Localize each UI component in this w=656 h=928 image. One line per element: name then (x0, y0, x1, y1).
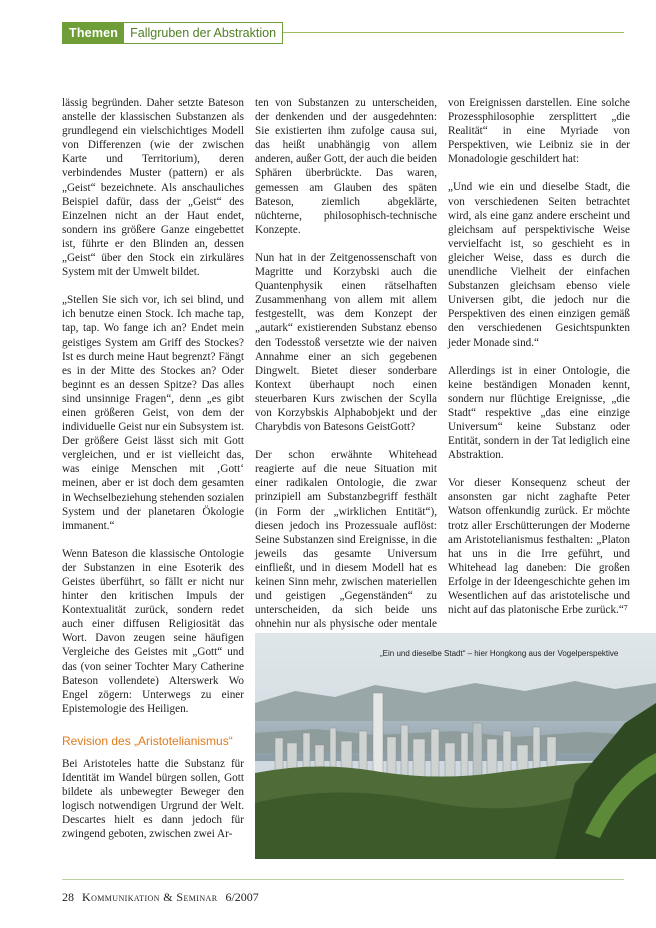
paragraph: von Ereignissen darstellen. Eine solche Prozessphilosophie zersplittert „die Realität“ in eine Myriade von Perspektiven, wie Leibniz sie in der Monadologie geschildert hat: (448, 97, 630, 166)
journal-title: Kommunikation & Seminar (82, 890, 218, 904)
section-title: Fallgruben der Abstraktion (130, 26, 277, 40)
skyline-illustration (255, 633, 656, 859)
page-number: 28 (62, 890, 74, 904)
quote-paragraph: „Stellen Sie sich vor, ich sei blind, und ich benutze einen Stock. Ich mache tap, tap, tap. Wo fange ich an? Endet mein geistiges System am Griff des Stockes? Ist es durch meine Haut begrenzt? Fängt es in der Mitte des Stockes an? Oder beginnt es an dessen Spitze? Das alles sind unsinnige Fragen“, denn „es gibt einen größeren Geist, von dem der individuelle Geist nur ein Subsystem ist. Der größere Geist lässt sich mit Gott vergleichen, und er ist vielleicht das, was einige Menschen mit ‚Gott‘ meinen, aber er ist doch dem gesamten in Wechselbeziehung stehenden sozialen System und der planetaren Ökologie immanent.“ (62, 294, 244, 532)
text-column-2 (255, 96, 437, 659)
paragraph: Wenn Bateson die klassische Ontologie der Substanzen in eine Esoterik des Geistes überführt, so fällt er nicht nur hinter den kritischen Impuls der Kontextualität zurück, sondern redet auch einer diffusen Religiosität das Wort. Davon zeugen seine häufigen Vergleiche des Geistes mit „Gott“ und das (von seiner Tochter Mary Catherine Bateson vollendete) Alterswerk Wo Engel zögern: Unterwegs zu einer Epistemologie des Heiligen. (62, 547, 244, 715)
text-column-1 (62, 96, 244, 856)
text-column-3 (448, 96, 630, 631)
subheading: Revision des „Aristotelianismus“ (62, 733, 233, 748)
section-tag: Themen (63, 23, 124, 43)
paragraph: Nun hat in der Zeitgenossenschaft von Magritte und Korzybski auch die Quantenphysik einen rätselhaften Zusammenhang von allem mit allem festgestellt, was dem Konzept der „autark“ existierenden Substanz ebenso den Todesstoß versetzte wie der naiven Annahme einer an sich gegebenen Dingwelt. Bietet dieser sonderbare Kontext überhaupt noch einen steuerbaren Kurs zwischen der Scylla von Korzybskis Alphabobjekt und der Charybdis von Batesons GeistGott? (255, 251, 437, 434)
paragraph: Vor dieser Konsequenz scheut der ansonsten gar nicht zaghafte Peter Watson offenkundig zurück. Er möchte trotz aller Erschütterungen der Moderne am Aristotelianismus festhalten: „Platon hat uns in die Irre geführt, und Whitehead lag daneben: Die großen Erfolge in der Ideengeschichte gehen im Wesentlichen auf das aristotelische und nicht auf das platonische Erbe zurück.“⁷ (448, 477, 630, 617)
photo-caption: „Ein und dieselbe Stadt“ – hier Hongkong aus der Vogelperspektive (380, 649, 619, 658)
issue-number: 6/2007 (225, 890, 259, 904)
section-header (62, 22, 624, 42)
paragraph: ten von Substanzen zu unterscheiden, der denkenden und der ausgedehnten: Sie existierten ihm zufolge causa sui, das heißt unabhängig von allem anderen, außer Gott, der auch die beiden Sphären überbrückte. Das waren, gemessen am Glauben des späten Bateson, ziemlich abgeklärte, nüchterne, philosophisch-technische Konzepte. (255, 97, 437, 236)
paragraph: Bei Aristoteles hatte die Substanz für Identität im Wandel bürgen sollen, Gott bildete als unbewegter Beweger den logisch notwendigen Urgrund der Welt. Descartes hielt es dann jedoch für zwingend geboten, zwischen zwei Ar- (62, 757, 244, 841)
section-badge (62, 22, 283, 44)
page-footer (62, 890, 259, 905)
paragraph: lässig begründen. Daher setzte Bateson anstelle der klassischen Substanzen als grundlegend ein vielschichtiges Modell von Differenzen (wie der zwischen Karte und Territorium), deren verbindendes Muster (pattern) er als „Geist“ bezeichnete. Als anschauliches Beispiel dafür, dass der „Geist“ des Einzelnen nicht an der Haut endet, sondern ins größere Ganze eingebettet ist, führte er den Blinden an, dessen „Geist“ über den Stock ein zirkuläres System mit der Umwelt bildet. (62, 97, 244, 279)
paragraph: Allerdings ist in einer Ontologie, die keine beständigen Monaden kennt, sondern nur flüchtige Ereignisse, „die Stadt“ respektive „das eine einzige Universum“ keine Substanz oder Entität, sondern in der Tat lediglich eine Abstraktion. (448, 364, 630, 462)
hongkong-photo (255, 633, 656, 859)
footer-rule (62, 879, 624, 880)
quote-paragraph: „Und wie ein und dieselbe Stadt, die von verschiedenen Seiten betrachtet wird, als eine ganz andere erscheint und gleichsam auf perspektivische Weise vervielfacht ist, so geschieht es in gleicher Weise, dass es durch die unendliche Vielheit der einfachen Substanzen gleichsam ebenso viele Universen gibt, die jedoch nur die Perspektiven des einen einzigen gemäß den verschiedenen Gesichtspunkten jeder Monade sind.“ (448, 181, 630, 349)
paragraph: Der schon erwähnte Whitehead reagierte auf die neue Situation mit einer radikalen Ontologie, die zwar prinzipiell am Substanzbegriff festhält (in Form der „wirklichen Entität“), diesen jedoch ins Prozessuale auflöst: Seine Substanzen sind Ereignisse, in die jeweils das gesamte Universum einfließt, und in diesem Modell hat es keinen Sinn mehr, zwischen materiellen und geistigen „Gegenständen“ zu unterscheiden, da sich beide uns ohnehin nur als physische oder mentale (255, 449, 437, 631)
